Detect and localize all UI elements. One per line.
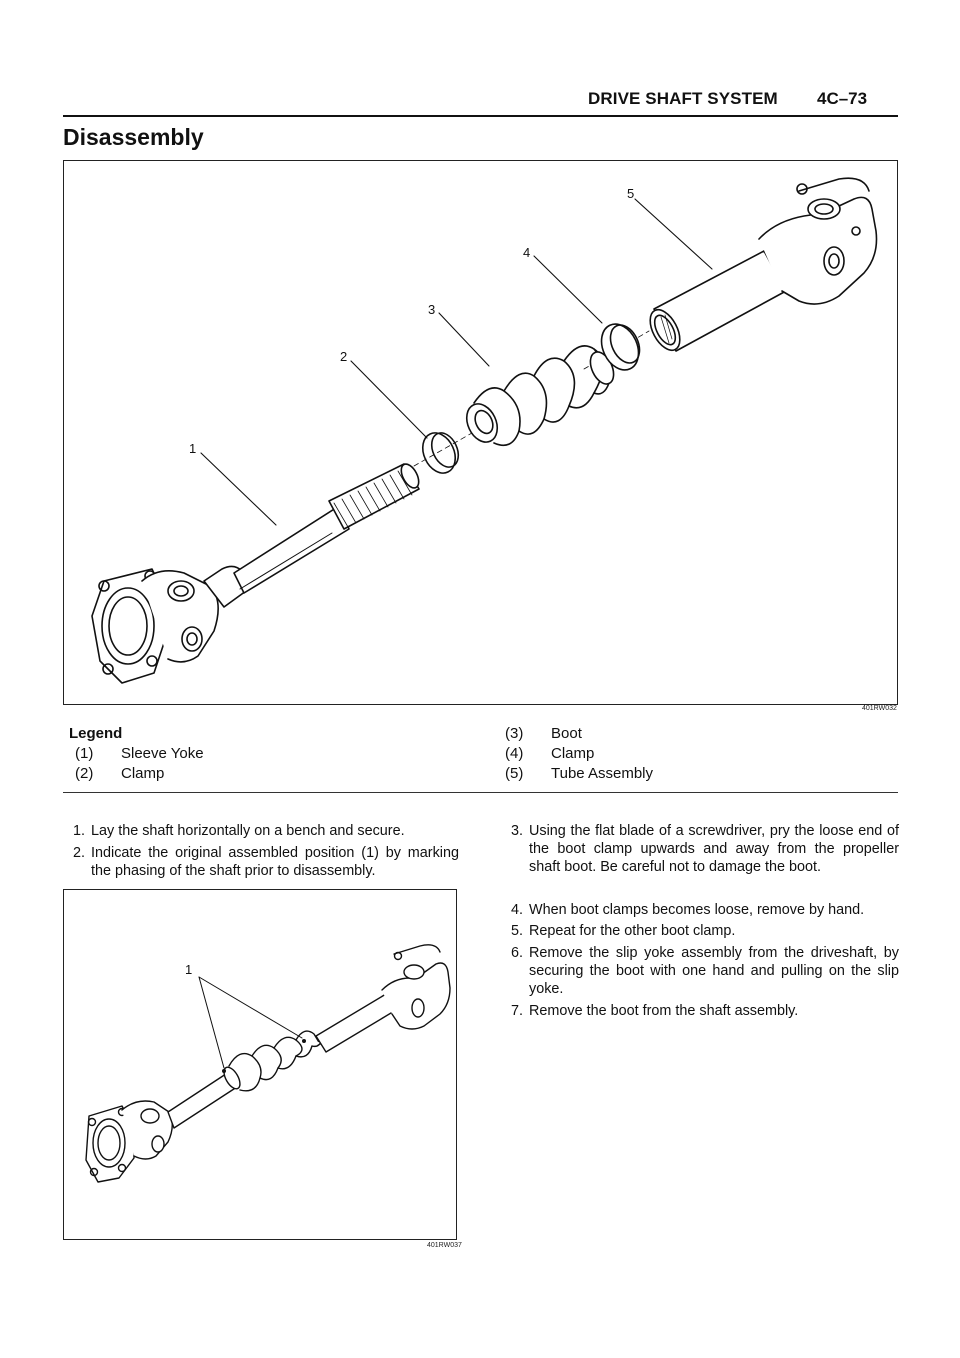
legend-item bbox=[505, 765, 653, 782]
right-yoke-drawing bbox=[382, 945, 450, 1029]
exploded-view-illustration bbox=[64, 161, 897, 704]
step-item bbox=[511, 922, 899, 940]
step-number: 6. bbox=[511, 945, 524, 961]
legend-item-number: (3) bbox=[505, 725, 524, 742]
callout-5: 5 bbox=[627, 186, 635, 201]
legend-item bbox=[75, 765, 164, 782]
page-title: Disassembly bbox=[63, 124, 204, 150]
legend-item-label: Clamp bbox=[121, 765, 165, 782]
step-number: 1. bbox=[73, 823, 86, 839]
step-number: 4. bbox=[511, 902, 524, 918]
legend-item-label: Clamp bbox=[551, 745, 595, 762]
step-text: Remove the slip yoke assembly from the driveshaft, by securing the boot with one hand and pulling on the slip yoke. bbox=[529, 945, 899, 997]
step-item bbox=[511, 901, 899, 919]
step-text: Lay the shaft horizontally on a bench and secure. bbox=[91, 823, 405, 839]
figure-code: 401RW032 bbox=[862, 705, 897, 712]
legend-item bbox=[505, 745, 594, 762]
step-text: Indicate the original assembled position (1) by marking the phasing of the shaft prior to disassembly. bbox=[91, 845, 459, 879]
step-number: 3. bbox=[511, 823, 524, 839]
step-text: Using the flat blade of a screwdriver, pry the loose end of the boot clamp upwards and away from the propeller shaft boot. Be careful not to damage the boot. bbox=[529, 823, 899, 875]
sleeve-yoke-drawing bbox=[92, 566, 246, 683]
step-text: Remove the boot from the shaft assembly. bbox=[529, 1003, 799, 1019]
callout-1: 1 bbox=[185, 962, 193, 977]
step-text: Repeat for the other boot clamp. bbox=[529, 923, 736, 939]
section-title: DRIVE SHAFT SYSTEM bbox=[588, 89, 778, 108]
step-item bbox=[511, 822, 899, 876]
shaft-drawing bbox=[234, 461, 422, 593]
legend-item-number: (1) bbox=[75, 745, 94, 762]
step-number: 2. bbox=[73, 845, 86, 861]
page-number: 4C–73 bbox=[817, 89, 868, 108]
legend-rule bbox=[63, 792, 898, 793]
leader-lines bbox=[199, 977, 302, 1068]
legend-item-number: (5) bbox=[505, 765, 524, 782]
step-item bbox=[73, 822, 459, 840]
callout-4: 4 bbox=[523, 245, 531, 260]
tube-drawing bbox=[316, 994, 396, 1052]
callout-3: 3 bbox=[428, 302, 436, 317]
legend-item bbox=[75, 745, 204, 762]
legend-item-number: (2) bbox=[75, 765, 94, 782]
boot-drawing bbox=[221, 1031, 322, 1091]
legend-item-label: Tube Assembly bbox=[551, 765, 653, 782]
legend-heading: Legend bbox=[69, 725, 123, 742]
legend-item-label: Sleeve Yoke bbox=[121, 745, 204, 762]
step-item bbox=[73, 844, 459, 880]
left-yoke-drawing bbox=[86, 1101, 172, 1182]
tube-assembly-drawing bbox=[644, 178, 876, 355]
callout-2: 2 bbox=[340, 349, 348, 364]
legend-item bbox=[505, 725, 582, 742]
legend-item-label: Boot bbox=[551, 725, 582, 742]
legend-item-number: (4) bbox=[505, 745, 524, 762]
figure-code: 401RW037 bbox=[427, 1242, 462, 1249]
step-text: When boot clamps becomes loose, remove by hand. bbox=[529, 902, 865, 918]
assembled-shaft-illustration bbox=[64, 890, 456, 1239]
figure-assembled-shaft bbox=[63, 889, 462, 1249]
step-number: 7. bbox=[511, 1003, 524, 1019]
step-number: 5. bbox=[511, 923, 524, 939]
callout-1: 1 bbox=[189, 441, 197, 456]
header-rule bbox=[63, 115, 898, 117]
step-item bbox=[511, 1002, 899, 1020]
step-item bbox=[511, 944, 899, 998]
figure-exploded-view bbox=[63, 160, 898, 712]
